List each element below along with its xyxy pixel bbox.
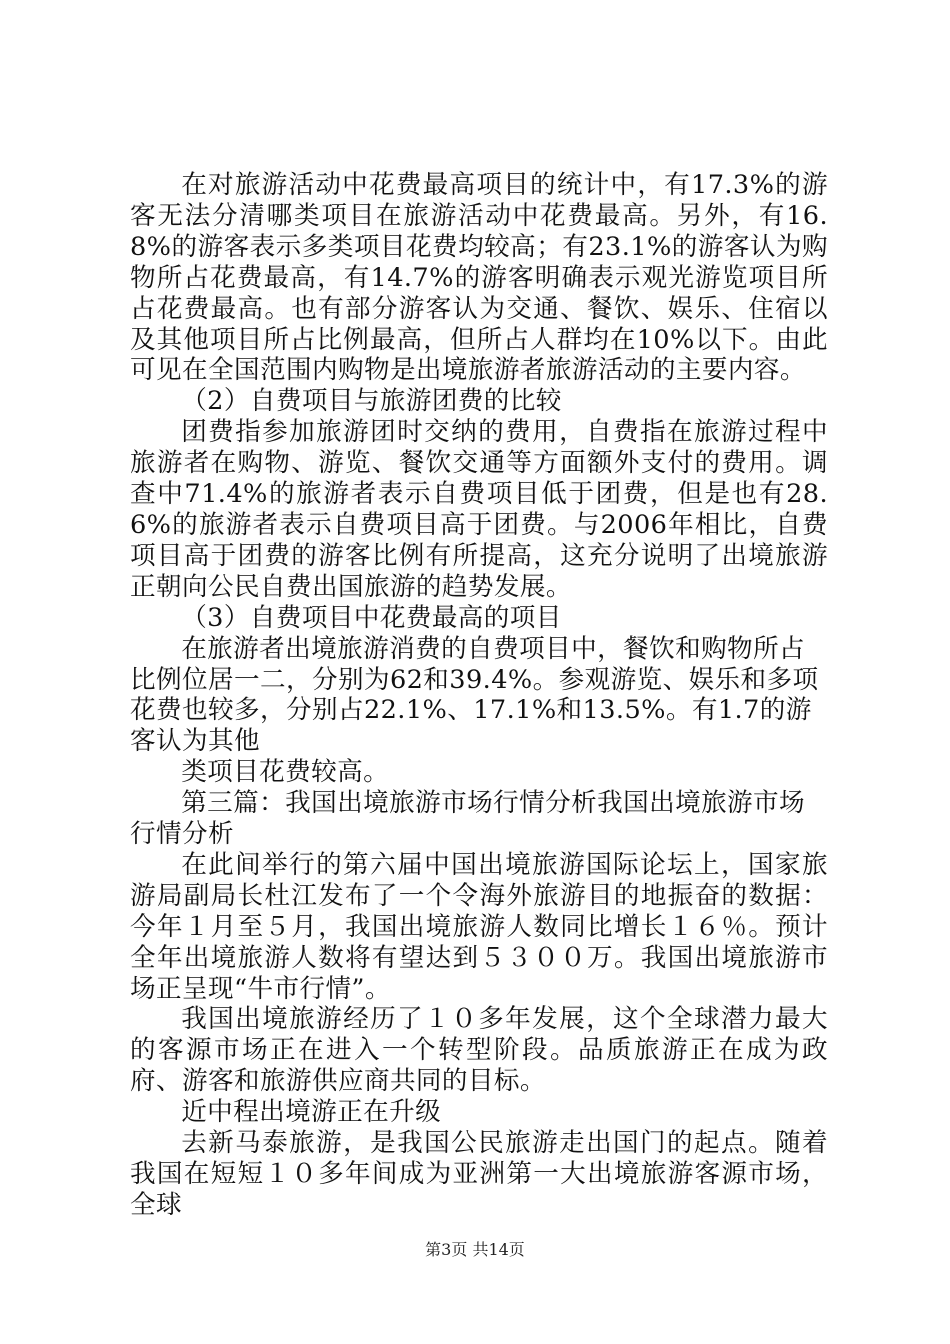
paragraph-spending-statistics: 在对旅游活动中花费最高项目的统计中，有17.3%的游客无法分清哪类项目在旅游活动中花费最高。另外，有16.8%的游客表示多类项目花费均较高；有23.1%的游客认为购物所占花费最高，有14.7%的游客明确表示观光游览项目所占花费最高。也有部分游客认为交通、餐饮、娱乐、住宿以及其他项目所占比例最高，但所占人群均在10%以下。由此可见在全国范围内购物是出境旅游者旅游活动的主要内容。 (130, 170, 828, 386)
document-body (130, 170, 828, 1221)
paragraph-market-transition: 我国出境旅游经历了１０多年发展，这个全球潜力最大的客源市场正在进入一个转型阶段。品质旅游正在成为政府、游客和旅游供应商共同的目标。 (130, 1004, 828, 1097)
page-number-footer: 第3页 共14页 (425, 1240, 525, 1259)
section-heading-part-three: 第三篇：我国出境旅游市场行情分析我国出境旅游市场行情分析 (130, 788, 806, 850)
paragraph-continuation: 类项目花费较高。 (181, 757, 390, 788)
paragraph-forum-announcement: 在此间举行的第六届中国出境旅游国际论坛上，国家旅游局副局长杜江发布了一个令海外旅游目的地振奋的数据：今年１月至５月，我国出境旅游人数同比增长１６％。预计全年出境旅游人数将有望达到５３００万。我国出境旅游市场正呈现“牛市行情”。 (130, 849, 828, 1004)
paragraph-self-pay-items: 在旅游者出境旅游消费的自费项目中，餐饮和购物所占比例位居一二，分别为62和39.4%。参观游览、娱乐和多项花费也较多，分别占22.1%、17.1%和13.5%。有1.7的游客认为其他 (130, 633, 819, 757)
paragraph-southeast-asia-travel: 去新马泰旅游，是我国公民旅游走出国门的起点。随着我国在短短１０多年间成为亚洲第一大出境旅游客源市场，全球 (130, 1128, 828, 1220)
paragraph-tour-fee-definition: 团费指参加旅游团时交纳的费用，自费指在旅游过程中旅游者在购物、游览、餐饮交通等方面额外支付的费用。调查中71.4%的旅游者表示自费项目低于团费，但是也有28.6%的旅游者表示自费项目高于团费。与2006年相比，自费项目高于团费的游客比例有所提高，这充分说明了出境旅游正朝向公民自费出国旅游的趋势发展。 (130, 417, 828, 602)
subheading-highest-self-pay-item: （3）自费项目中花费最高的项目 (181, 602, 562, 633)
subheading-self-pay-vs-tour-fee: （2）自费项目与旅游团费的比较 (181, 386, 562, 417)
subheading-mid-range-upgrade: 近中程出境游正在升级 (181, 1097, 442, 1128)
